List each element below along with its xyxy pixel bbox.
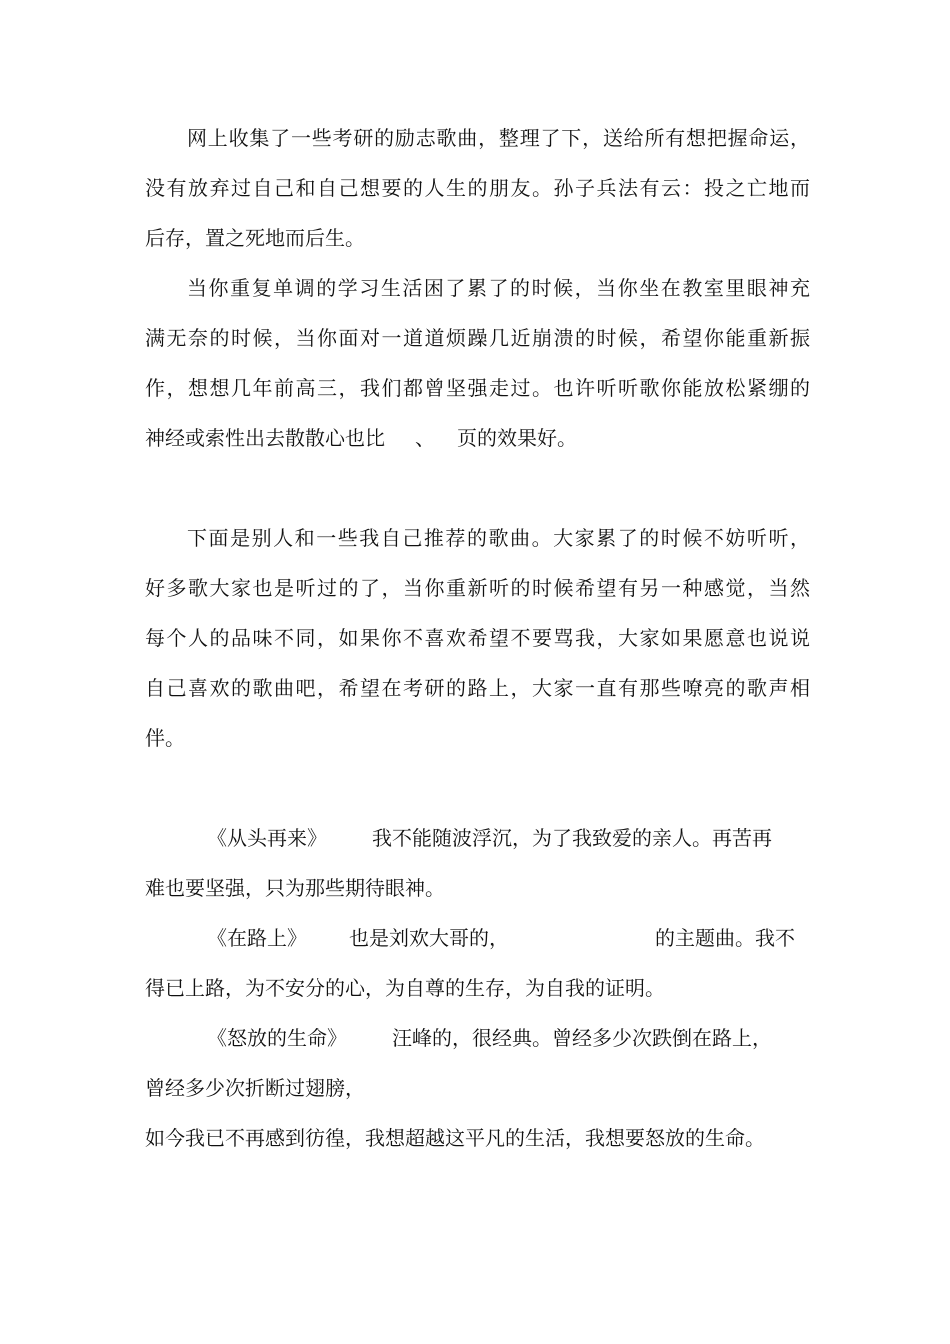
p2-line-4 [145, 424, 810, 452]
p3-line-4: 自己喜欢的歌曲吧，希望在考研的路上，大家一直有那些嘹亮的歌声相 [145, 676, 810, 700]
p2-line-4-a: 神经或索性出去散散心也比 [145, 426, 385, 450]
p1-line-2: 没有放弃过自己和自己想要的人生的朋友。孙子兵法有云：投之亡地而 [145, 176, 810, 200]
song-2-desc2: 的主题曲。我不 [655, 926, 795, 950]
song-2-title: 《在路上》 [207, 926, 307, 950]
song-3-desc: 汪峰的，很经典。曾经多少次跌倒在路上， [392, 1026, 772, 1050]
song-2-desc: 也是刘欢大哥的， [349, 926, 509, 950]
song-2-line [207, 924, 810, 952]
song-1-cont: 难也要坚强，只为那些期待眼神。 [145, 876, 445, 900]
p3-line-2: 好多歌大家也是听过的了，当你重新听的时候希望有另一种感觉，当然 [145, 576, 810, 600]
song-1-line [207, 824, 810, 852]
p2-line-1: 当你重复单调的学习生活困了累了的时候，当你坐在教室里眼神充 [187, 276, 810, 300]
p3-line-1: 下面是别人和一些我自己推荐的歌曲。大家累了的时候不妨听听， [187, 526, 810, 550]
song-3-cont: 曾经多少次折断过翅膀， [145, 1076, 365, 1100]
p2-line-3: 作，想想几年前高三，我们都曾坚强走过。也许听听歌你能放松紧绷的 [145, 376, 810, 400]
song-1-desc: 我不能随波浮沉，为了我致爱的亲人。再苦再 [372, 826, 772, 850]
song-2-cont: 得已上路，为不安分的心，为自尊的生存，为自我的证明。 [145, 976, 665, 1000]
song-1-title: 《从头再来》 [207, 826, 327, 850]
song-3-title: 《怒放的生命》 [207, 1026, 347, 1050]
p2-line-4-b: 、 [415, 426, 435, 450]
song-3-line [207, 1024, 810, 1052]
p2-line-4-c: 页的效果好。 [457, 426, 577, 450]
p3-line-3: 每个人的品味不同，如果你不喜欢希望不要骂我，大家如果愿意也说说 [145, 626, 810, 650]
p3-line-5: 伴。 [145, 726, 185, 750]
p2-line-2: 满无奈的时候，当你面对一道道烦躁几近崩溃的时候，希望你能重新振 [145, 326, 810, 350]
p1-line-1: 网上收集了一些考研的励志歌曲，整理了下，送给所有想把握命运， [187, 126, 810, 150]
song-3-cont2: 如今我已不再感到彷徨，我想超越这平凡的生活，我想要怒放的生命。 [145, 1126, 765, 1150]
p1-line-3: 后存，置之死地而后生。 [145, 226, 365, 250]
